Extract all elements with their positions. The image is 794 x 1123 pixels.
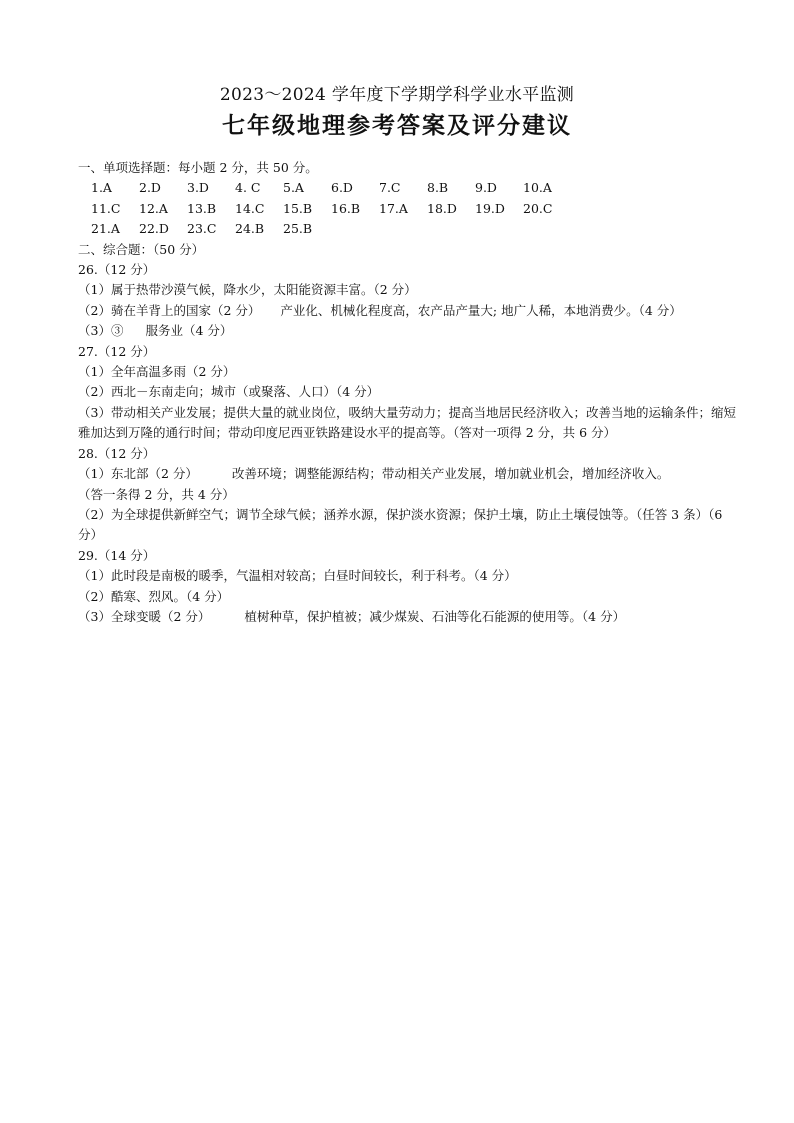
mc-answer: 21.A	[91, 221, 120, 237]
q27-answer-2: （2）西北－东南走向；城市（或聚落、人口）（4 分）	[78, 384, 380, 400]
question-28-title: 28.（12 分）	[78, 445, 156, 461]
q26-answer-3a: （3）③	[78, 323, 124, 339]
q28-answer-1a: （1）东北部（2 分）	[78, 466, 198, 482]
mc-answer: 19.D	[475, 200, 505, 216]
mc-answer: 8.B	[427, 180, 449, 196]
mc-answer: 16.B	[331, 200, 361, 216]
q29-answer-2: （2）酷寒、烈风。（4 分）	[78, 588, 230, 604]
mc-answer: 1.A	[91, 180, 112, 196]
q28-answer-1c: （答一条得 2 分，共 4 分）	[78, 486, 235, 502]
question-27-title: 27.（12 分）	[78, 343, 156, 359]
q29-answer-3a: （3）全球变暖（2 分）	[78, 608, 211, 624]
mc-answer: 6.D	[331, 180, 353, 196]
mc-answer: 10.A	[523, 180, 552, 196]
q26-answer-3b: 服务业（4 分）	[145, 323, 233, 339]
document-title: 七年级地理参考答案及评分建议	[222, 112, 572, 139]
mc-answer: 14.C	[235, 200, 265, 216]
mc-answer: 24.B	[235, 221, 265, 237]
q26-answer-2	[78, 301, 738, 321]
q27-answer-1: （1）全年高温多雨（2 分）	[78, 364, 236, 380]
mc-answer: 17.A	[379, 200, 408, 216]
mc-answer: 15.B	[283, 200, 313, 216]
mc-answer: 2.D	[139, 180, 161, 196]
mc-answer: 7.C	[379, 180, 401, 196]
q26-answer-2b: 产业化、机械化程度高，农产品产量大; 地广人稀，本地消费少。（4 分）	[280, 302, 682, 318]
q29-answer-3	[78, 607, 738, 627]
mc-answer: 12.A	[139, 200, 168, 216]
exam-title: 2023～2024 学年度下学期学科学业水平监测	[219, 85, 575, 105]
question-29-title: 29.（14 分）	[78, 547, 156, 563]
mc-answer: 22.D	[139, 221, 169, 237]
q28-answer-1	[78, 464, 738, 484]
mc-answer: 20.C	[523, 200, 553, 216]
mc-answer: 25.B	[283, 221, 313, 237]
q26-answer-3	[78, 321, 738, 341]
mc-answer-row-3	[78, 219, 738, 239]
mc-answer: 9.D	[475, 180, 497, 196]
q26-answer-1: （1）属于热带沙漠气候，降水少，太阳能资源丰富。（2 分）	[78, 282, 417, 298]
q28-answer-2: （2）为全球提供新鲜空气；调节全球气候；涵养水源，保护淡水资源；保护土壤，防止土壤侵蚀等。（任答 3 条）（6 分）	[78, 506, 723, 543]
mc-answer: 23.C	[187, 221, 217, 237]
question-26-title: 26.（12 分）	[78, 262, 156, 278]
q27-answer-3: （3）带动相关产业发展；提供大量的就业岗位，吸纳大量劳动力；提高当地居民经济收入；改善当地的运输条件；缩短雅加达到万隆的通行时间；带动印度尼西亚铁路建设水平的提高等。（答对一项得 2 分，共 6 分）	[78, 404, 736, 441]
mc-answer: 4. C	[235, 180, 261, 196]
mc-answer: 13.B	[187, 200, 217, 216]
mc-answer: 11.C	[91, 200, 121, 216]
q29-answer-3b: 植树种草，保护植被；减少煤炭、石油等化石能源的使用等。（4 分）	[244, 608, 626, 624]
mc-answer: 3.D	[187, 180, 209, 196]
mc-answer-row-2	[78, 199, 738, 219]
section2-heading: 二、综合题：（50 分）	[78, 241, 205, 257]
q29-answer-1: （1）此时段是南极的暖季，气温相对较高；白昼时间较长，利于科考。（4 分）	[78, 568, 517, 584]
mc-answer: 18.D	[427, 200, 457, 216]
answer-content	[78, 158, 738, 627]
q28-answer-1b: 改善环境；调整能源结构；带动相关产业发展，增加就业机会，增加经济收入。	[231, 466, 670, 482]
mc-answer-row-1	[78, 178, 738, 198]
section1-heading: 一、单项选择题：每小题 2 分，共 50 分。	[78, 160, 318, 175]
q26-answer-2a: （2）骑在羊背上的国家（2 分）	[78, 302, 261, 318]
mc-answer: 5.A	[283, 180, 304, 196]
